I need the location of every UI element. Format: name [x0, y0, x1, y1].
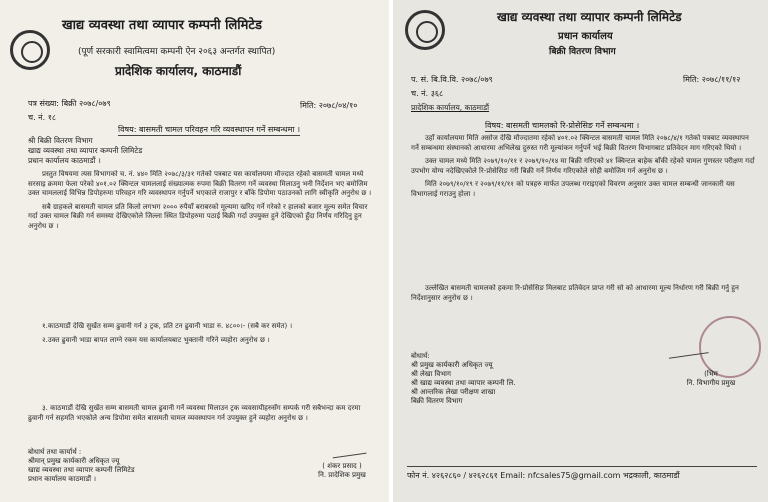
letter-date: मिति: २०७८/११/१२ [683, 75, 741, 84]
list-item: १.काठमाडौं देखि सुर्खेत सम्म ढुवानी गर्न ३ ट्रक, प्रति टन ढुवानी भाडा रु. ४८००।- (सबै कर समेत) । [42, 322, 293, 330]
signature-block [663, 370, 759, 388]
body-paragraph: उहाँ कार्यालयमा मिति असोज देखि मौज्दातमा रहेको ४०१.०२ क्विन्टल बासमती चामल मिति २०७८/४/१ गतेको पत्रबाट व्यवस्थापन गर्ने सम्बन्धमा संस्थानको आधारमा अभिलेख दुरुस्त गरी मूल्यांकन गर्नुपर्ने भई बिक्री वितरण विभागबाट प्रतिवेदन माग गरिएको थियो । [411, 134, 749, 152]
signer-name: ( शंकर प्रसाद ) [322, 462, 362, 470]
contact-footer: फोन नं. ४२६२८६० / ४२६२८६१ Email: nfcsales75@gmail.com भद्रकाली, काठमाडौं [407, 466, 757, 481]
letter-list [28, 322, 372, 366]
right-letter [391, 0, 768, 502]
company-subtitle: (पूर्ण सरकारी स्वामित्वमा कम्पनी ऐन २०६३ अन्तर्गत स्थापित) [78, 47, 276, 57]
letter-subject: विषय: बासमती चामल परिवहन गरि व्यवस्थापन गर्ने सम्बन्धमा । [118, 125, 301, 134]
signature-block [300, 462, 384, 480]
letter-subject: विषय: बासमती चामलको रि-प्रोसेसिङ गर्ने सम्बन्धमा । [485, 121, 640, 130]
closing-paragraph: ३. काठमाडौं देखि सुर्खेत सम्म बासमती चामल ढुवानी गर्ने व्यवस्था मिलाउन ट्रक व्यवसायीहरुसँग सम्पर्क गरी सबैभन्दा कम दरमा ढुवानी गर्न सहमति भएकोले अन्य डिपोमा समेत बासमती चामल व्यवस्थापन गर्न उपयुक्त हुने व्यहोरा अनुरोध छ । [28, 404, 361, 422]
closing-paragraph: उल्लेखित बासमती चामलको हकमा रि-प्रोसेसिङ मिलबाट प्रतिवेदन प्राप्त गरी सो को आधारमा मूल्य निर्धारण गरी बिक्री गर्नु हुन निर्देशानुसार अनुरोध छ । [411, 284, 739, 302]
body-paragraph: मिति २०७९/१०/१९ र २०७९/११/११ को पत्रहरु मार्फत उपलब्ध गराइएको विवरण अनुसार उक्त चामल सम्बन्धी जानकारी यस विभागलाई गराउनु होला । [411, 180, 735, 198]
cc-list: बोधार्थ: श्री प्रमुख कार्यकारी अधिकृत ज्यू श्री लेखा विभाग श्री खाद्य व्यवस्था तथा व्यापार कम्पनी लि. श्री आन्तरिक लेखा परीक्षण शाखा बिक्री वितरण विभाग [411, 352, 516, 405]
body-paragraph: उक्त चामल मध्ये मिति २०७९/१०/११ र २०७९/१०/१४ मा बिक्री गरिएको ४१ क्विन्टल बाहेक बाँकी रहेको चामल गुणस्तर परीक्षण गर्दा उपभोग योग्य नदेखिएकोले रि-प्रोसेसिङ गरी बिक्री गर्ने निर्णय गरिएकोले सोही बमोजिम गर्न अनुरोध छ । [411, 157, 755, 175]
cc-list: बोधार्थ तथा कार्यार्थ : श्रीमान् प्रमुख कार्यकारी अधिकृत ज्यू खाद्य व्यवस्था तथा व्यापार कम्पनी लिमिटेड प्रधान कार्यालय काठमाडौं । [28, 448, 135, 483]
body-paragraph: प्रस्तुत विषयमा त्यस विभागको च. नं. ४४० मिति २०७८/३/३१ गतेको पत्रबाट यस कार्यालयमा मौज्दात रहेको बासमती चामल मध्ये सरसाइ क्रममा फेला परेको ४०१.०२ क्विन्टल चामललाई संख्यात्मक रुपमा बिक्री वितरण गर्ने व्यवस्था मिलाउनु भनी निर्देशन भए बमोजिम उक्त चामललाई विभिन्न डिपोहरुमा परिवहन गरि व्यवस्थापन गर्नुपर्ने भएकाले राजापुर र बाँके डिपोमा पठाउनको लागि स्वीकृति अनुरोध छ । [28, 170, 372, 198]
addressee: श्री बिक्री वितरण विभाग खाद्य व्यवस्था तथा व्यापार कम्पनी लिमिटेड प्रधान कार्यालय काठमाडौं । [28, 136, 143, 165]
company-seal-icon [10, 30, 50, 70]
addressee: प्रादेशिक कार्यालय, काठमाडौं [411, 103, 490, 112]
reference-number: च. नं. ३६८ [411, 89, 444, 98]
signer-title: नि. प्रादेशिक प्रमुख [318, 471, 366, 479]
letter-date: मिति: २०७८/०४/१० [300, 101, 358, 110]
department-name: बिक्री वितरण विभाग [549, 47, 616, 57]
list-item: २.उक्त ढुवानी भाडा बापत लाग्ने रकम यस कार्यालयबाट भुक्तानी गरिने व्यहोरा अनुरोध छ । [42, 335, 270, 344]
company-seal-icon [405, 10, 445, 50]
reference-year: प. सं. बि.वि.वि. २०७८/०७९ [411, 75, 493, 84]
signature [331, 444, 366, 459]
body-paragraph: सबै ग्राहकले बासमती चामल प्रति किलो लगभग २००० रुपैयाँ बराबरको मूल्यमा खरिद गर्ने गरेको र हालको बजार मूल्य समेत विचार गर्दा उक्त चामल बिक्री गर्न समस्या देखिएकोले जिल्ला स्थित डिपोहरुमा पठाई बिक्री गर्दा उपयुक्त हुने देखिएको हुँदा निर्णय गरिदिनु हुन अनुरोध छ । [28, 202, 368, 230]
reference-number: च. नं. १८ [28, 113, 57, 122]
company-name: खाद्य व्यवस्था तथा व्यापार कम्पनी लिमिटेड [497, 10, 682, 24]
company-name: खाद्य व्यवस्था तथा व्यापार कम्पनी लिमिटेड [62, 18, 262, 33]
office-name: प्रधान कार्यालय [558, 31, 613, 42]
signer-title: नि. विभागीय प्रमुख [686, 379, 736, 387]
reference-year: पत्र संख्या: बिक्री २०७८/०७९ [28, 99, 111, 108]
letter-body [411, 134, 756, 280]
signer-name: (भिम [704, 370, 718, 378]
letter-body [28, 170, 372, 318]
office-name: प्रादेशिक कार्यालय, काठमाडौं [115, 64, 242, 78]
office-stamp [699, 316, 761, 378]
